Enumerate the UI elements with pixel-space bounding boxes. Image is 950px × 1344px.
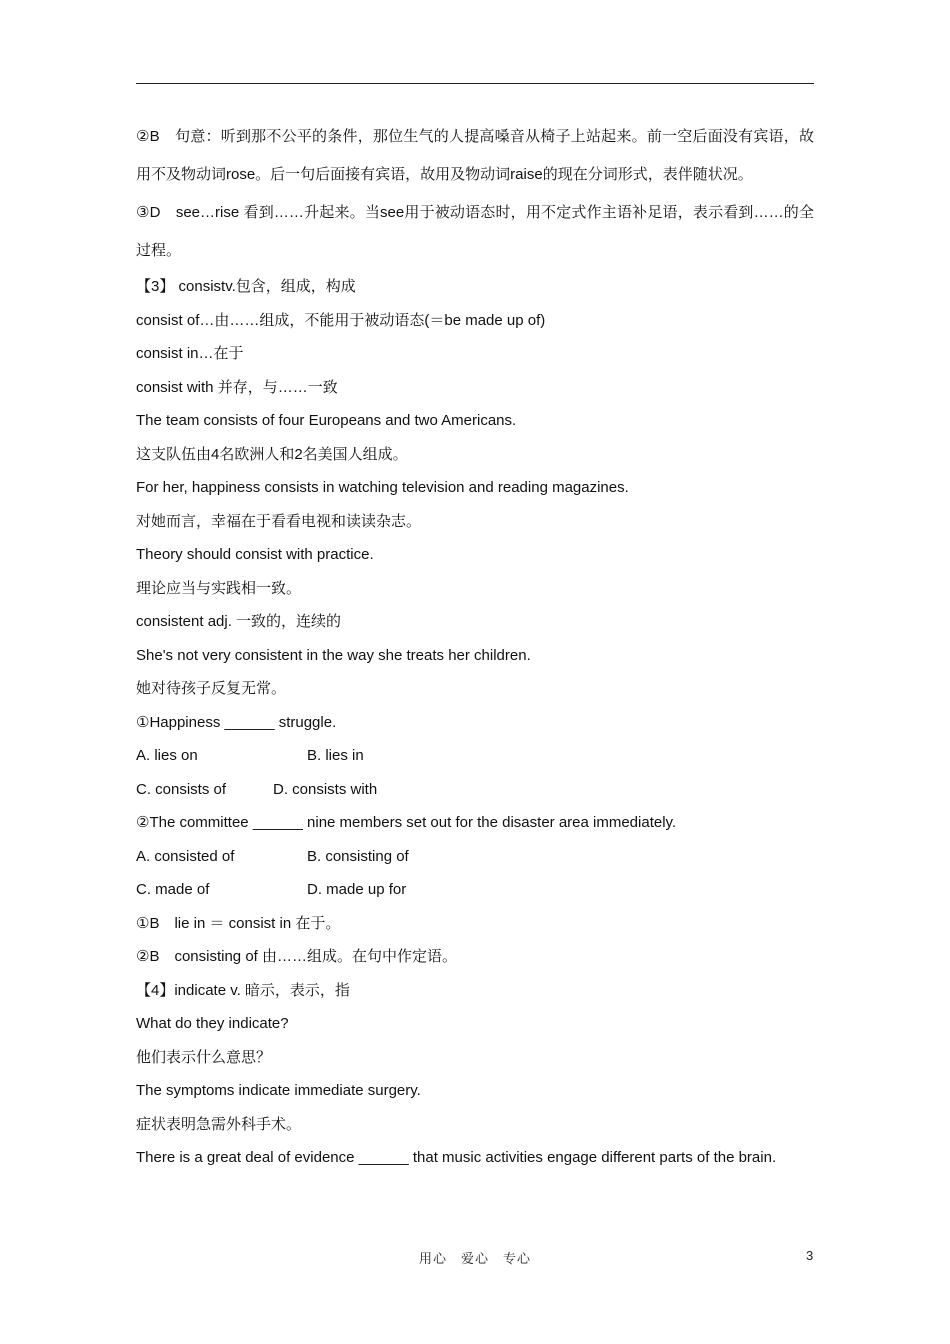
options-row <box>136 873 814 907</box>
example-translation: 她对待孩子反复无常。 <box>136 680 287 697</box>
answer-paragraph-2: ②B 句意：听到那不公平的条件，那位生气的人提高嗓音从椅子上站起来。前一空后面没有宾语，故用不及物动词rose。后一句后面接有宾语，故用及物动词raise的现在分词形式，表伴随状况。 <box>136 128 814 183</box>
page-body <box>136 118 814 1175</box>
text-line: consistent adj. 一致的，连续的 <box>136 613 342 630</box>
example-translation: 对她而言，幸福在于看看电视和读读杂志。 <box>136 512 422 530</box>
example-translation: 理论应当与实践相一致。 <box>136 579 302 597</box>
page-number: 3 <box>806 1248 814 1263</box>
example-sentence: For her, happiness consists in watching television and reading magazines. <box>136 479 629 496</box>
question-sentence: There is a great deal of evidence ______ that music activities engage different parts of the brain. <box>136 1149 777 1166</box>
option-d: D. consists with <box>273 780 378 798</box>
example-sentence: The team consists of four Europeans and two Americans. <box>136 412 517 429</box>
header-rule <box>136 83 814 84</box>
option-c: C. made of <box>136 881 210 898</box>
text-line: consist of…由……组成，不能用于被动语态(＝be made up of) <box>136 311 546 329</box>
option-b: B. lies in <box>307 747 364 764</box>
question-2: ②The committee ______ nine members set out for the disaster area immediately. <box>136 814 677 831</box>
footer-motto: 用心 爱心 专心 <box>418 1251 531 1266</box>
text-line: consist with 并存，与……一致 <box>136 378 338 396</box>
question-1: ①Happiness ______ struggle. <box>136 713 337 731</box>
answer-line: ①B lie in ＝ consist in 在于。 <box>136 914 341 932</box>
option-a: A. consisted of <box>136 847 235 865</box>
option-a: A. lies on <box>136 747 198 764</box>
example-sentence: The symptoms indicate immediate surgery. <box>136 1082 421 1099</box>
example-translation: 症状表明急需外科手术。 <box>136 1115 302 1133</box>
options-row <box>136 739 814 773</box>
answer-paragraph-3: ③D see…rise 看到……升起来。当see用于被动语态时，用不定式作主语补足语，表示看到……的全过程。 <box>136 204 814 259</box>
example-translation: 这支队伍由4名欧洲人和2名美国人组成。 <box>136 445 408 463</box>
text-line: consist in…在于 <box>136 345 244 362</box>
options-row <box>136 773 814 807</box>
answer-line: ②B consisting of 由……组成。在句中作定语。 <box>136 948 457 965</box>
example-sentence: What do they indicate? <box>136 1015 289 1032</box>
example-sentence: Theory should consist with practice. <box>136 546 374 563</box>
option-b: B. consisting of <box>307 847 409 865</box>
section-heading-consist: 【3】 consistv.包含，组成，构成 <box>136 278 356 295</box>
example-translation: 他们表示什么意思？ <box>136 1048 272 1066</box>
example-sentence: She's not very consistent in the way she treats her children. <box>136 646 531 664</box>
option-c: C. consists of <box>136 780 227 798</box>
options-row <box>136 840 814 874</box>
option-d: D. made up for <box>307 881 407 898</box>
section-heading-indicate: 【4】indicate v. 暗示，表示，指 <box>136 981 350 999</box>
